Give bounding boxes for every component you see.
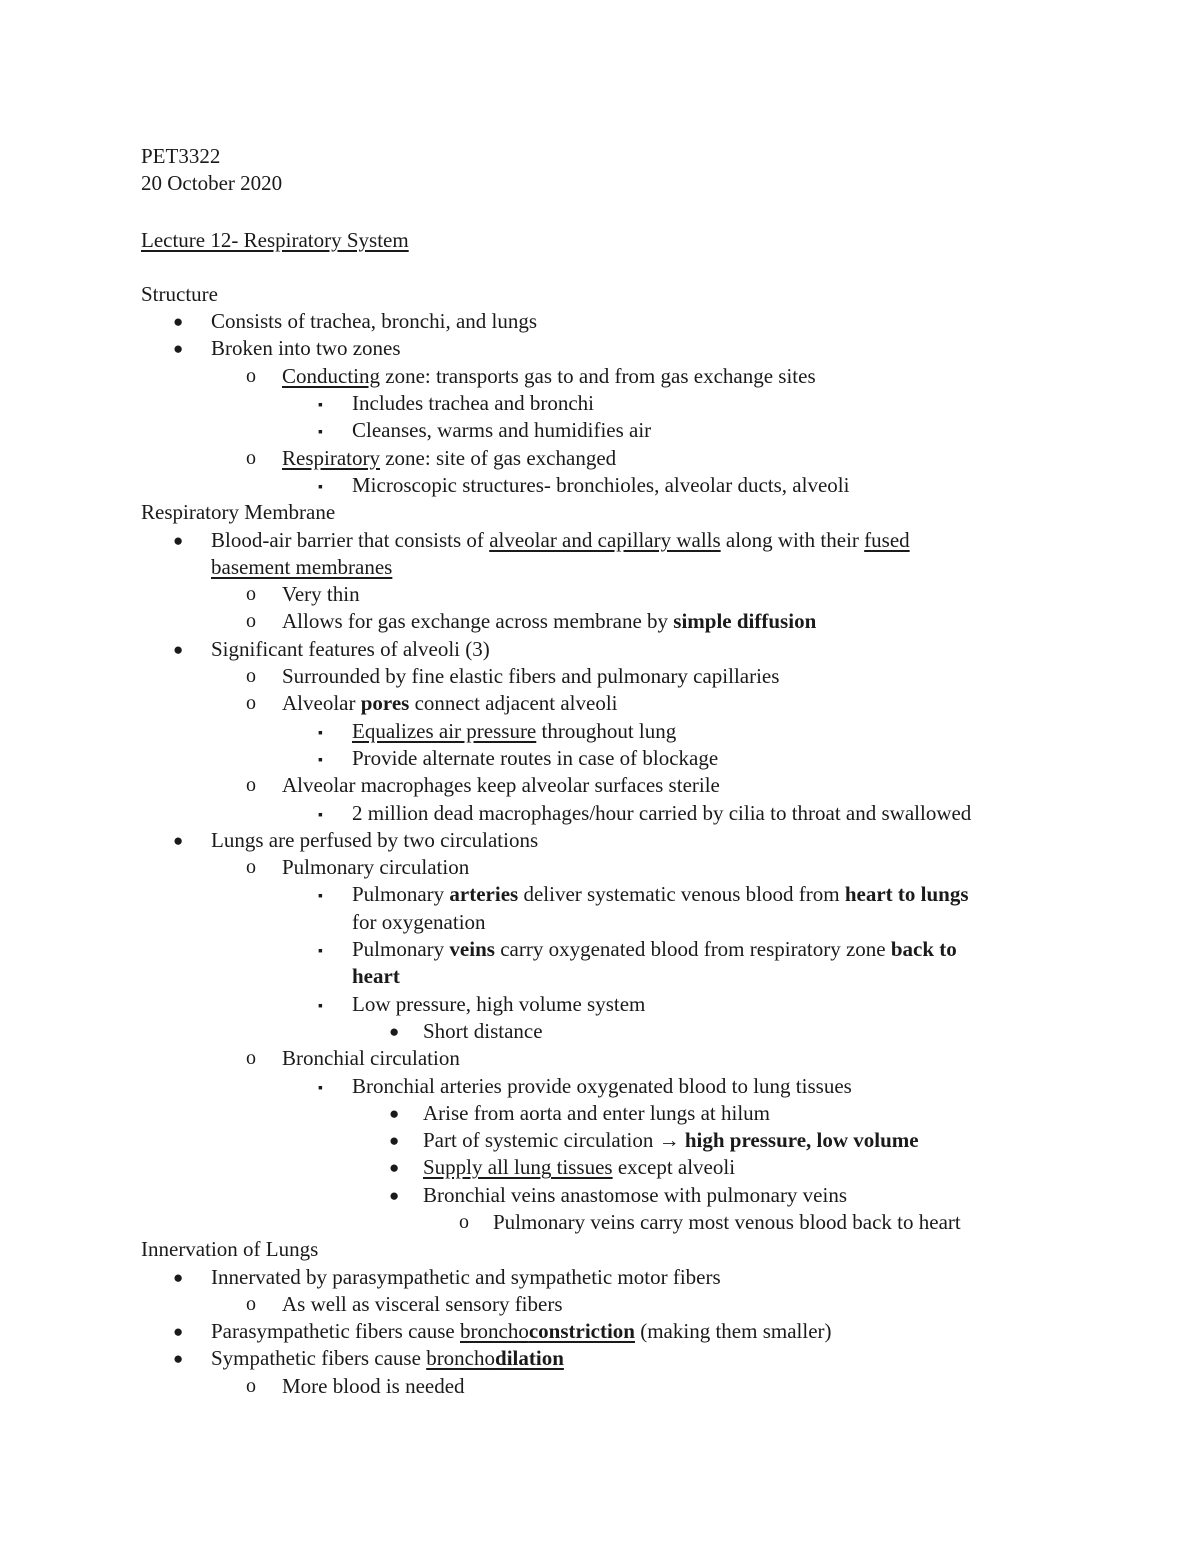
list-item: o Alveolar macrophages keep alveolar surfaces sterile <box>141 772 1081 799</box>
square-bullet-icon: ▪ <box>318 807 323 823</box>
list-item: ▪ Microscopic structures- bronchioles, alveolar ducts, alveoli <box>141 472 1081 499</box>
square-bullet-icon: ▪ <box>318 398 323 414</box>
lecture-title <box>141 227 1081 254</box>
bullet-icon: ● <box>173 1349 184 1369</box>
list-item: ● Arise from aorta and enter lungs at hilum <box>141 1100 1081 1127</box>
circle-bullet-icon: o <box>246 692 256 715</box>
lecture-date: 20 October 2020 <box>141 171 283 196</box>
bullet-icon: ● <box>389 1103 400 1123</box>
bullet-icon: ● <box>173 530 184 550</box>
circle-bullet-icon: o <box>246 610 256 633</box>
list-item: o Allows for gas exchange across membrane by simple diffusion <box>141 608 1081 635</box>
list-item: ▪ 2 million dead macrophages/hour carried by cilia to throat and swallowed <box>141 800 1081 827</box>
list-item: o Surrounded by fine elastic fibers and pulmonary capillaries <box>141 663 1081 690</box>
list-item: ▪ Bronchial arteries provide oxygenated blood to lung tissues <box>141 1073 1081 1100</box>
list-item: ● Short distance <box>141 1018 1081 1045</box>
list-item: o Alveolar pores connect adjacent alveoli <box>141 690 1081 717</box>
bullet-icon: ● <box>389 1185 400 1205</box>
square-bullet-icon: ▪ <box>318 725 323 741</box>
list-item: o As well as visceral sensory fibers <box>141 1291 1081 1318</box>
list-item-continuation: basement membranes <box>211 554 393 579</box>
arrow-right-icon: → <box>658 1128 680 1153</box>
square-bullet-icon: ▪ <box>318 889 323 905</box>
list-item: o Bronchial circulation <box>141 1045 1081 1072</box>
square-bullet-icon: ▪ <box>318 479 323 495</box>
circle-bullet-icon: o <box>246 583 256 606</box>
lecture-title-text: Lecture 12- Respiratory System <box>141 227 409 252</box>
list-item: ● Supply all lung tissues except alveoli <box>141 1154 1081 1181</box>
list-item: ● Parasympathetic fibers cause bronchoconstriction (making them smaller) <box>141 1318 1081 1345</box>
document-page <box>141 143 1081 1400</box>
square-bullet-icon: ▪ <box>318 752 323 768</box>
list-item: ▪ Equalizes air pressure throughout lung <box>141 718 1081 745</box>
bullet-icon: ● <box>173 312 184 332</box>
circle-bullet-icon: o <box>246 446 256 469</box>
bullet-icon: ● <box>389 1021 400 1041</box>
list-item: ● Innervated by parasympathetic and sympathetic motor fibers <box>141 1264 1081 1291</box>
section-heading-innervation: Innervation of Lungs <box>141 1237 319 1262</box>
list-item: ● Blood-air barrier that consists of alveolar and capillary walls along with their fused <box>141 527 1081 554</box>
list-item: ● Lungs are perfused by two circulations <box>141 827 1081 854</box>
list-item: ● Sympathetic fibers cause bronchodilation <box>141 1345 1081 1372</box>
list-item: ● Part of systemic circulation → high pressure, low volume <box>141 1127 1081 1154</box>
list-item: ● Broken into two zones <box>141 335 1081 362</box>
list-item: ● Consists of trachea, bronchi, and lungs <box>141 308 1081 335</box>
circle-bullet-icon: o <box>246 364 256 387</box>
list-item: ▪ Low pressure, high volume system <box>141 991 1081 1018</box>
list-item: o Conducting zone: transports gas to and from gas exchange sites <box>141 363 1081 390</box>
list-item-continuation: heart <box>352 964 400 989</box>
circle-bullet-icon: o <box>246 1374 256 1397</box>
bullet-icon: ● <box>173 830 184 850</box>
circle-bullet-icon: o <box>246 856 256 879</box>
bullet-icon: ● <box>173 339 184 359</box>
bullet-icon: ● <box>173 639 184 659</box>
list-item: ● Significant features of alveoli (3) <box>141 636 1081 663</box>
square-bullet-icon: ▪ <box>318 944 323 960</box>
square-bullet-icon: ▪ <box>318 425 323 441</box>
list-item: o Respiratory zone: site of gas exchanged <box>141 445 1081 472</box>
section-heading-membrane: Respiratory Membrane <box>141 500 336 525</box>
circle-bullet-icon: o <box>246 665 256 688</box>
circle-bullet-icon: o <box>459 1210 469 1233</box>
circle-bullet-icon: o <box>246 1047 256 1070</box>
list-item: ▪ Includes trachea and bronchi <box>141 390 1081 417</box>
list-item: ● Bronchial veins anastomose with pulmonary veins <box>141 1182 1081 1209</box>
bullet-icon: ● <box>173 1267 184 1287</box>
list-item: ▪ Cleanses, warms and humidifies air <box>141 417 1081 444</box>
list-item: o Pulmonary circulation <box>141 854 1081 881</box>
square-bullet-icon: ▪ <box>318 998 323 1014</box>
circle-bullet-icon: o <box>246 1292 256 1315</box>
list-item: o Pulmonary veins carry most venous blood back to heart <box>141 1209 1081 1236</box>
list-item: o More blood is needed <box>141 1373 1081 1400</box>
section-heading-structure: Structure <box>141 281 218 306</box>
list-item: ▪ Pulmonary arteries deliver systematic venous blood from heart to lungs <box>141 881 1081 908</box>
course-code: PET3322 <box>141 144 221 168</box>
list-item: o Very thin <box>141 581 1081 608</box>
circle-bullet-icon: o <box>246 774 256 797</box>
list-item: ▪ Pulmonary veins carry oxygenated blood from respiratory zone back to <box>141 936 1081 963</box>
square-bullet-icon: ▪ <box>318 1080 323 1096</box>
bullet-icon: ● <box>389 1158 400 1178</box>
bullet-icon: ● <box>173 1322 184 1342</box>
list-item-continuation: for oxygenation <box>352 909 486 934</box>
list-item: ▪ Provide alternate routes in case of blockage <box>141 745 1081 772</box>
bullet-icon: ● <box>389 1131 400 1151</box>
